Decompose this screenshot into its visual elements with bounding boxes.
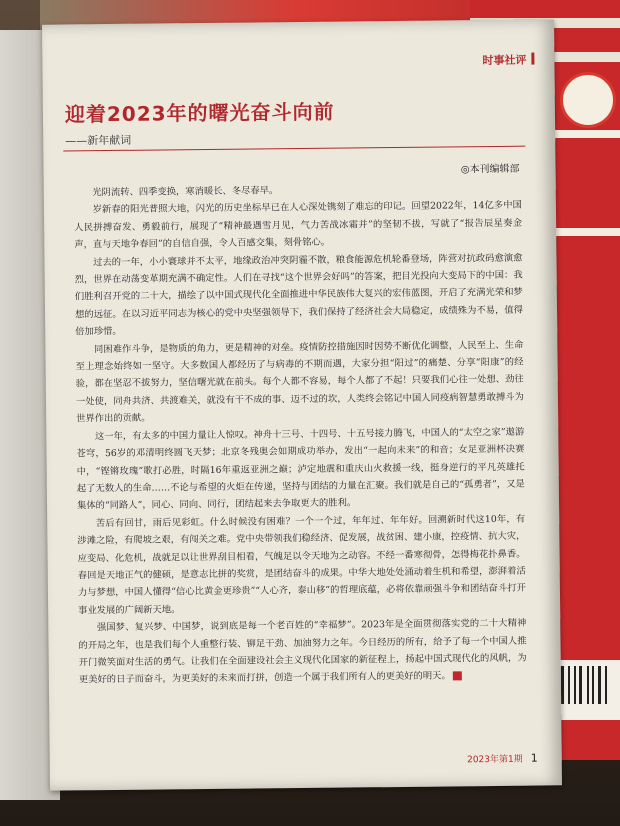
section-marker <box>531 53 534 65</box>
article-title: 迎着2023年的曙光奋斗向前 <box>64 99 335 127</box>
page-number: 1 <box>530 751 538 765</box>
paragraph: 过去的一年，小小寰球并不太平，地缘政治冲突阴霾不散，粮食能源危机轮番登场，阵营对抗政码愈演愈烈，世界在动荡变革期充满不确定性。人们在寻找“这个世界会好吗”的答案，把目光投向大变局下的中国：我们胜利召开党的二十大，描绘了以中国式现代化全面推进中华民族伟大复兴的宏伟蓝图，开启了充满光荣和梦想的远征。在以习近平同志为核心的党中央坚强领导下，我们保持了经济社会大局稳定，成绩殊为不易，值得倍加珍惜。 <box>74 252 524 338</box>
end-mark-icon <box>453 672 462 681</box>
paragraph: 岁新春的阳光普照大地，闪光的历史坐标早已在人心深处镌刻了难忘的印记。回望2022年，14亿多中国人民拼搏奋发、勇毅前行，展现了“精神最遇雪月见，气力苦战冰霜并”的坚韧不拔，写就了“报告辰星奏金声，直与天地争春回”的自信自强，令人百感交集，刻骨铭心。 <box>74 200 523 251</box>
article-subtitle: ——新年献词 <box>65 133 132 148</box>
magazine-logo-icon <box>560 72 616 128</box>
issue-label: 2023年第1期 <box>467 754 523 766</box>
paragraph: 光阴流转、四季变换，寒消暖长、冬尽春早。 <box>92 185 279 199</box>
article-author: ◎本刊编辑部 <box>460 163 520 176</box>
paragraph: 同困难作斗争，是物质的角力，更是精神的对垒。疫情防控措施因时因势不断优化调整，人民至上、生命至上理念始终如一坚守。大多数国人都经历了与病毒的不期而遇，大家分担“阳过”的痛楚、分享“阳康”的经验，都在坚忍不拔努力，坚信曙光就在前头。每个人都不容易，每个人都了不起！只要我们心往一处想、劲往一处使，同舟共济、共渡难关，就没有干不成的事、迈不过的坎，人类终会铭记中国人同疫病智慧勇敢搏斗为世界作出的贡献。 <box>75 339 524 425</box>
paragraph: 这一年，有太多的中国力量让人惊叹。神舟十三号、十四号、十五号接力腾飞，中国人的“太空之家”遨游苍穹，56岁的邓清明终圆飞天梦；北京冬残奥会如期成功举办，发出“一起向未来”的和音；女足亚洲杯决赛中，“铿锵玫瑰”歌打必胜，时隔16年重返亚洲之巅；泸定地震和重庆山火救援一线，挺身逆行的平凡英雄托起了无数人的生命……不论与希望的火炬在传递，坚持与团结的力量在汇聚。我们就是自己的“孤勇者”，又是集体的“同路人”，同心、同向、同行，团结起来去争取更大的胜利。 <box>76 426 525 512</box>
paragraph: 苦后有回甘，雨后见彩虹。什么时候没有困难？一个一个过，年年过、年年好。回溯新时代这10年，有涉滩之险，有爬坡之艰，有闯关之难。党中央带领我们稳经济、促发展，战贫困、建小康，控疫情、抗大灾，应变局、化危机，战就足以让世界刮目相看，气魄足以令天地为之动容。不经一番寒彻骨，怎得梅花扑鼻香。春回是天地正气的健硕，是意志比拼的奖赏，是团结奋斗的成果。中华大地处处涌动着生机和希望，澎湃着活力与梦想，中国人懂得“信心比黄金更珍贵”“人心齐，泰山移”的哲理底蕴，必将依靠顽强斗争和团结奋斗打开事业发展的广阔新天地。 <box>77 513 526 617</box>
magazine-page <box>42 19 562 790</box>
title-divider <box>63 146 525 152</box>
article-body <box>74 180 527 689</box>
paragraph-text: 强国梦、复兴梦、中国梦，说到底是每一个老百姓的“幸福梦”。2023年是全面贯彻落实党的二十大精神的开局之年，也是我们每个人重整行装、铆足干劲、加油努力之年。今日经历的所有，给予了每一个中国人推开门微笑面对生活的勇气。让我们在全面建设社会主义现代化国家的新征程上，扬起中国式现代化的风帆，为更美好的日子而奋斗，为更美好的未来而打拼，创造一个属于我们所有人的更美好的明天。 <box>78 617 527 686</box>
page-footer <box>467 752 538 766</box>
section-label: 时事社评 <box>482 53 527 68</box>
paragraph-last <box>78 615 527 689</box>
